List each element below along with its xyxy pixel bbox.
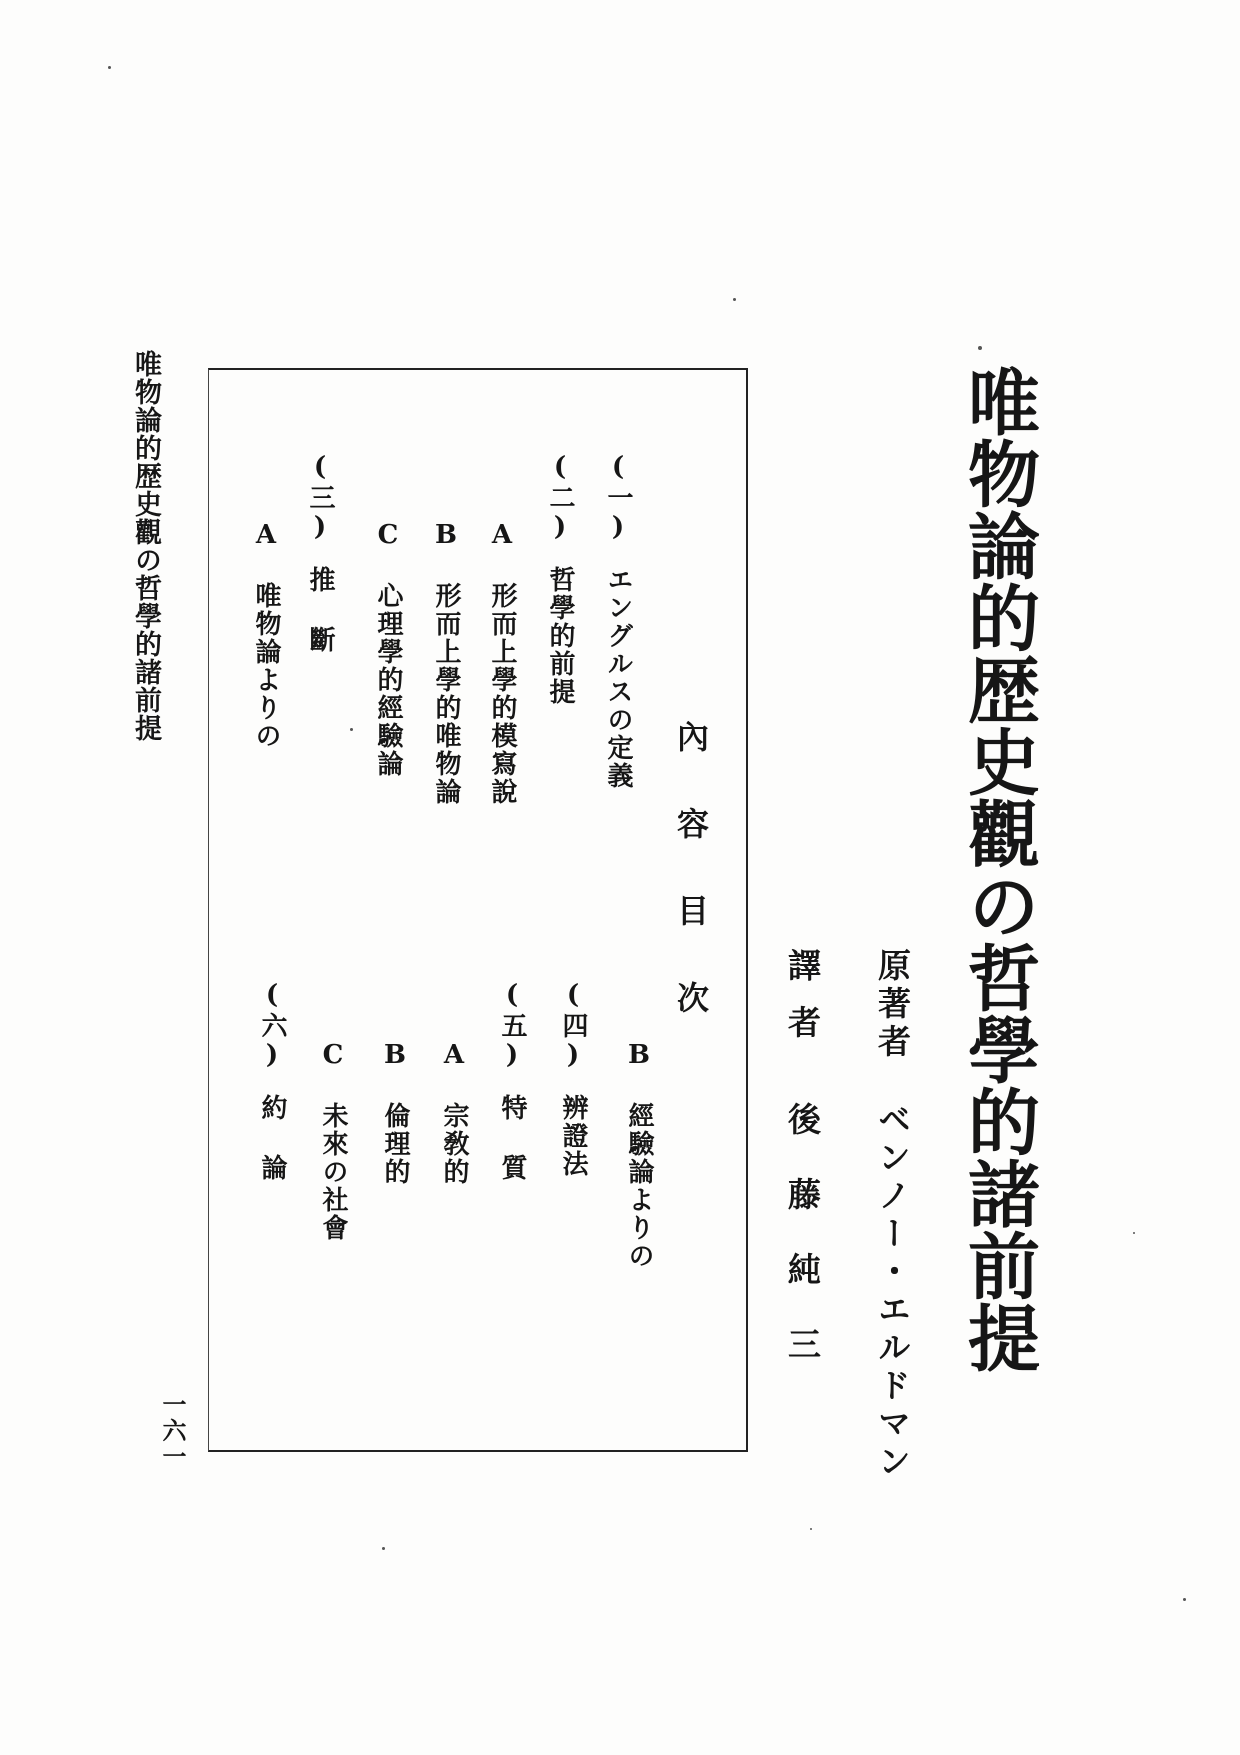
- scan-speck: [978, 346, 982, 350]
- toc-entry-text: 心理學的經驗論: [373, 582, 403, 778]
- toc-entry-text: 約 論: [257, 1094, 287, 1182]
- toc-entry-10: [499, 980, 525, 1182]
- translator-name: 後藤純三: [783, 1102, 822, 1402]
- toc-entry-mark: A: [487, 520, 517, 552]
- translator-credit: [783, 948, 822, 1402]
- toc-entry-mark: A: [439, 1040, 469, 1072]
- toc-entry-2: [547, 452, 573, 706]
- toc-entry-mark: B: [380, 1040, 410, 1072]
- toc-entry-mark: B: [624, 1040, 654, 1072]
- toc-entry-mark: B: [431, 520, 461, 552]
- toc-entry-8: [626, 1040, 652, 1270]
- toc-entry-mark: (五): [497, 980, 527, 1072]
- author-role: 原著者: [873, 948, 912, 1062]
- toc-entry-11: [441, 1040, 467, 1186]
- toc-entry-text: エングルスの定義: [603, 566, 633, 790]
- toc-entry-text: 倫理的: [380, 1102, 410, 1186]
- toc-entry-text: 宗敎的: [439, 1102, 469, 1186]
- translator-role: 譯者: [783, 948, 822, 1062]
- toc-heading: 內容目次: [672, 720, 710, 1068]
- toc-entry-mark: (三): [305, 452, 335, 544]
- scan-speck: [108, 66, 111, 69]
- page-number: 一六一: [158, 1392, 187, 1470]
- toc-entry-text: 哲學的前提: [545, 566, 575, 706]
- scan-speck: [1133, 1232, 1135, 1234]
- toc-entry-text: 推 斷: [305, 566, 335, 654]
- toc-entry-1: [605, 452, 631, 790]
- scan-speck: [733, 298, 736, 301]
- toc-entry-text: 特 質: [497, 1094, 527, 1182]
- toc-entry-text: 經驗論よりの: [624, 1102, 654, 1270]
- toc-entry-mark: C: [373, 520, 403, 552]
- toc-entry-mark: (四): [558, 980, 588, 1072]
- scan-speck: [1183, 1598, 1186, 1601]
- scan-speck: [350, 728, 353, 731]
- toc-frame: [208, 368, 748, 1452]
- toc-entry-mark: A: [251, 520, 281, 552]
- article-title: 唯物論的歴史觀の哲學的諸前提: [956, 365, 1041, 1373]
- toc-entry-mark: C: [318, 1040, 348, 1072]
- toc-entry-14: [259, 980, 285, 1182]
- toc-entry-3: [489, 520, 515, 806]
- author-name: ベンノー・エルドマン: [873, 1102, 912, 1482]
- toc-entry-mark: (六): [257, 980, 287, 1072]
- author-credit: [873, 948, 912, 1482]
- toc-entry-text: 形而上學的唯物論: [431, 582, 461, 806]
- toc-entry-13: [320, 1040, 346, 1242]
- toc-entry-7: [253, 520, 279, 750]
- toc-entry-4: [433, 520, 459, 806]
- running-head: 唯物論的歴史觀の哲學的諸前提: [130, 350, 161, 742]
- toc-entry-text: 形而上學的模寫說: [487, 582, 517, 806]
- toc-entry-5: [375, 520, 401, 778]
- toc-entry-6: [307, 452, 333, 654]
- scan-speck: [382, 1547, 385, 1550]
- toc-entry-mark: (一): [603, 452, 633, 544]
- toc-entry-text: 未來の社會: [318, 1102, 348, 1242]
- toc-entry-9: [560, 980, 586, 1178]
- scan-speck: [810, 1528, 812, 1530]
- toc-entry-mark: (二): [545, 452, 575, 544]
- toc-entry-12: [382, 1040, 408, 1186]
- toc-entry-text: 唯物論よりの: [251, 582, 281, 750]
- toc-entry-text: 辨證法: [558, 1094, 588, 1178]
